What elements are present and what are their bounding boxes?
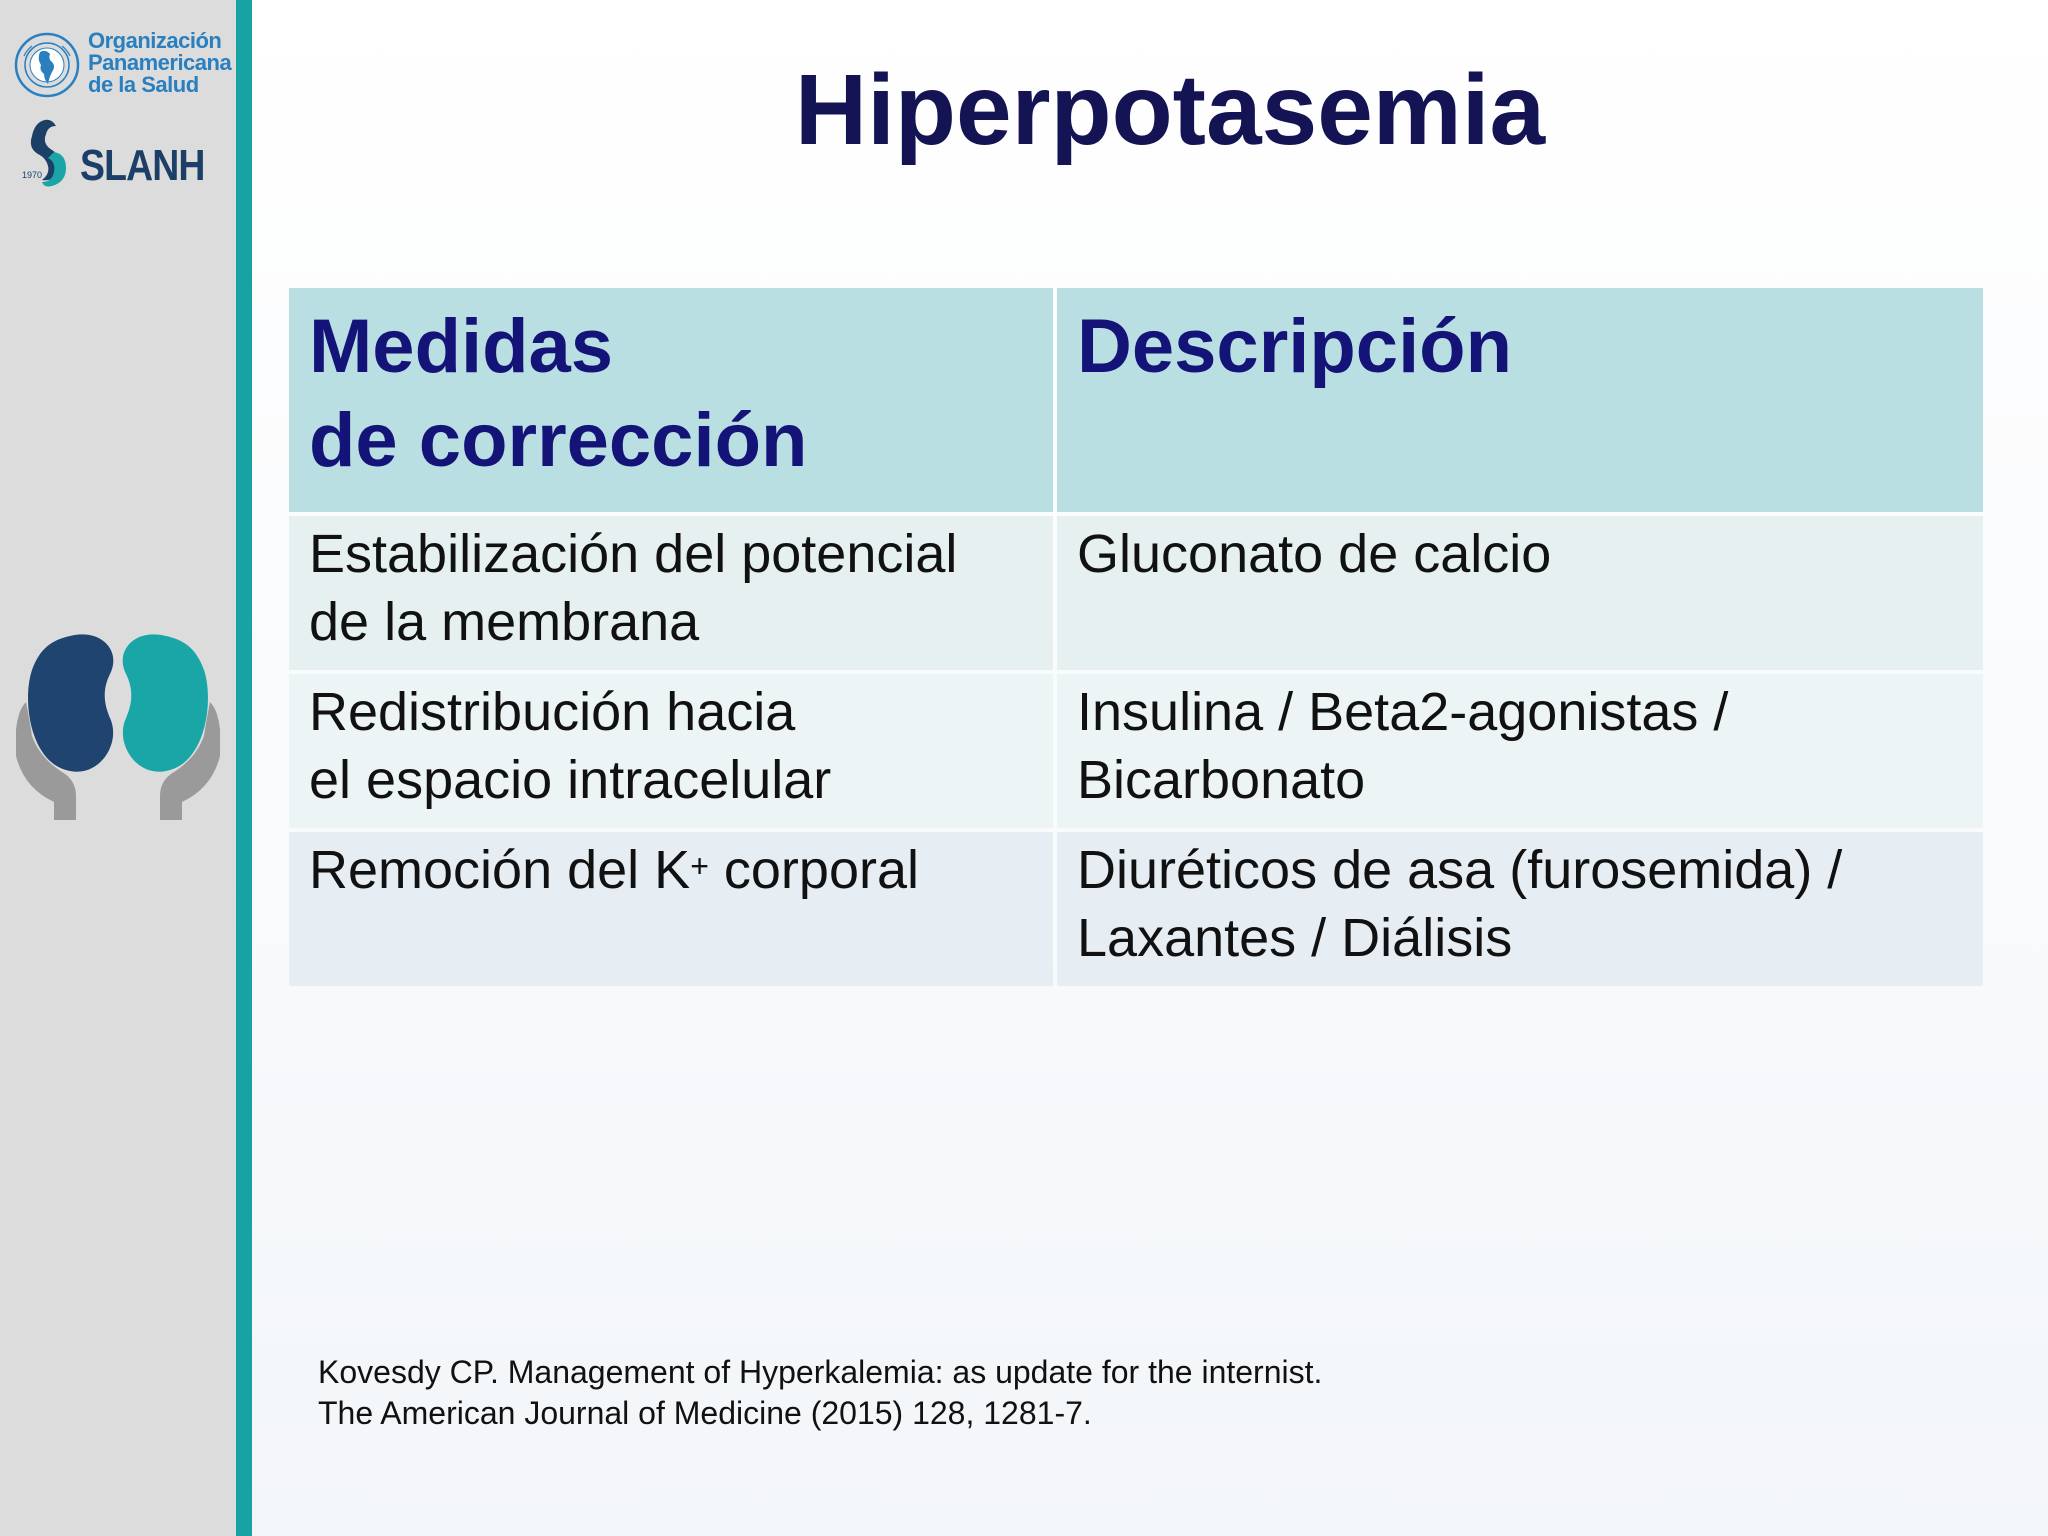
table-row [289, 674, 1983, 828]
table-row [289, 516, 1983, 670]
measure-text: corporal [708, 840, 919, 900]
ops-name-line: Panamericana [88, 50, 232, 75]
table-row [289, 832, 1983, 986]
description-cell [1057, 674, 1983, 828]
slanh-name: SLANH [80, 141, 205, 190]
measure-cell [289, 674, 1053, 828]
superscript-charge: + [690, 848, 709, 884]
measure-cell [289, 832, 1053, 986]
slanh-logo [18, 114, 218, 194]
table-header-row [289, 288, 1983, 512]
sidebar [0, 0, 236, 1536]
reference-line: Kovesdy CP. Management of Hyperkalemia: as update for the internist. [318, 1354, 1323, 1390]
correction-measures-table [285, 284, 1987, 990]
reference-line: The American Journal of Medicine (2015) 128, 1281-7. [318, 1395, 1092, 1431]
cell-line: Insulina / Beta2-agonistas / [1077, 682, 1729, 742]
header-line: Descripción [1077, 304, 1513, 389]
ops-name-line: de la Salud [88, 72, 199, 97]
description-cell [1057, 516, 1983, 670]
globe-emblem-icon [14, 32, 80, 98]
column-header-measures [289, 288, 1053, 512]
cell-line: Laxantes / Diálisis [1077, 908, 1513, 968]
cell-line [309, 836, 1033, 904]
cell-line: Bicarbonato [1077, 750, 1366, 810]
kidney-bird-icon [18, 114, 78, 194]
column-header-description [1057, 288, 1983, 512]
header-line: Medidas [309, 304, 614, 389]
kidneys-hands-icon [10, 630, 226, 830]
cell-line: Gluconato de calcio [1077, 524, 1552, 584]
cell-line: Diuréticos de asa (furosemida) / [1077, 840, 1843, 900]
measure-cell [289, 516, 1053, 670]
description-cell [1057, 832, 1983, 986]
slide-title: Hiperpotasemia [794, 54, 1546, 166]
sidebar-accent-stripe [236, 0, 252, 1536]
ops-name [88, 30, 231, 96]
reference-citation [318, 1352, 1322, 1434]
cell-line: el espacio intracelular [309, 750, 832, 810]
ops-logo [14, 28, 232, 100]
slanh-year: 1970 [22, 170, 43, 180]
cell-line: Estabilización del potencial [309, 524, 958, 584]
cell-line: Redistribución hacia [309, 682, 796, 742]
header-line: de corrección [309, 398, 808, 483]
measure-text: Remoción del K [309, 840, 691, 900]
ops-name-line: Organización [88, 28, 222, 53]
cell-line: de la membrana [309, 592, 700, 652]
